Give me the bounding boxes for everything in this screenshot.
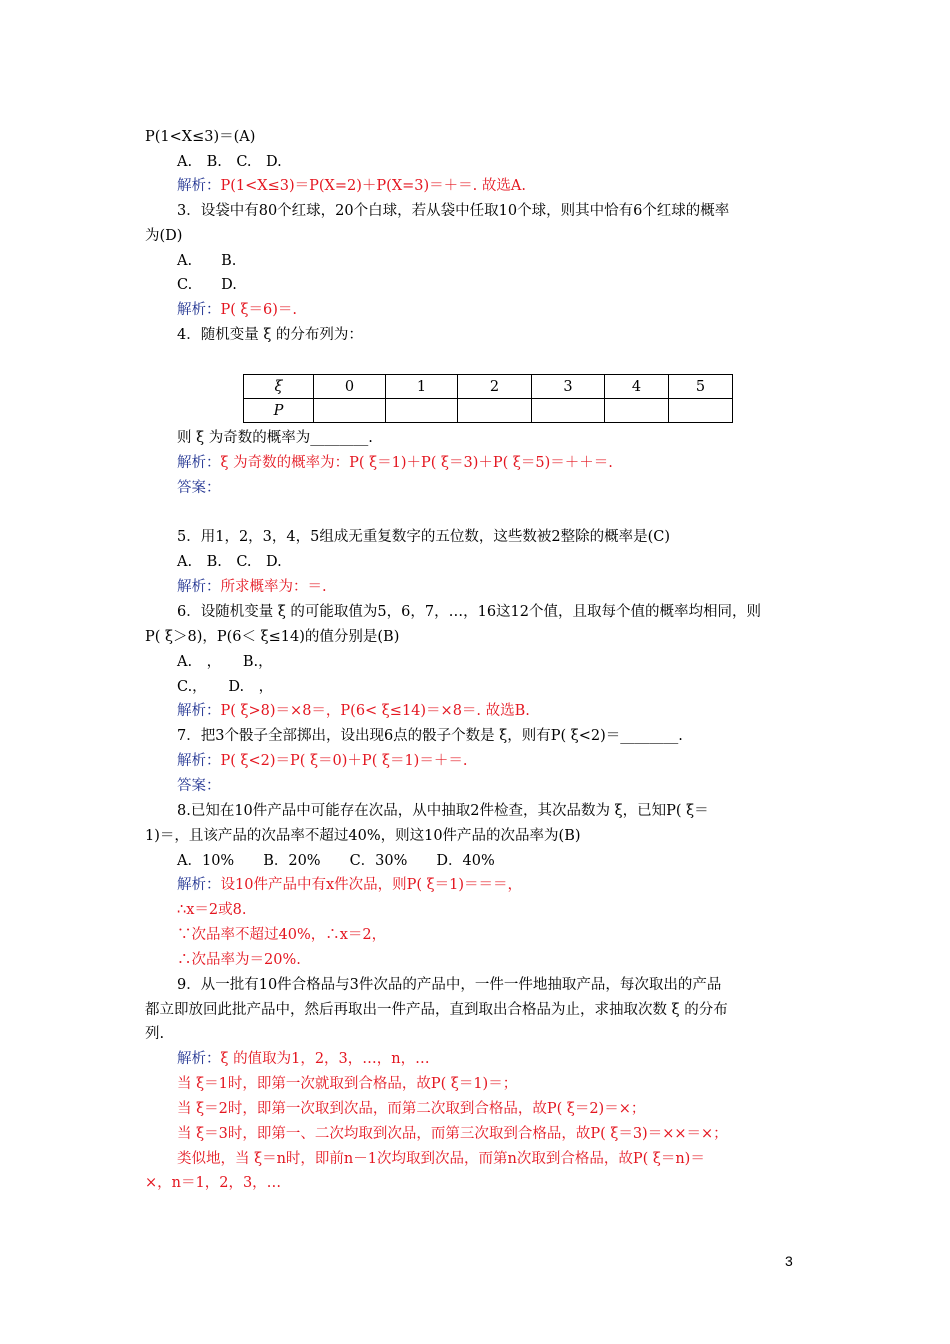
q3-stem-line1: 3．设袋中有80个红球，20个白球，若从袋中任取10个球，则其中恰有6个红球的概率 <box>177 203 730 219</box>
solution-label: 解析： <box>177 455 221 471</box>
q9-stem-line2: 都立即放回此批产品中，然后再取出一件产品，直到取出合格品为止，求抽取次数 ξ 的分布 <box>145 1002 728 1018</box>
q9-solution-line2: 当 ξ＝1时，即第一次就取到合格品，故P( ξ＝1)＝； <box>177 1076 518 1092</box>
solution-label: 解析： <box>177 302 221 318</box>
q2-stem: P(1<X≤3)＝(A) <box>145 129 256 145</box>
solution-label: 解析： <box>177 1051 221 1067</box>
q4-ask: 则 ξ 为奇数的概率为________. <box>177 430 373 446</box>
q6-options-cd: C.， D. ， <box>177 679 274 695</box>
table-row <box>244 399 733 423</box>
solution-text: P( ξ＝6)＝. <box>220 302 298 318</box>
table-cell: 0 <box>314 375 386 399</box>
q7-solution <box>177 751 467 771</box>
solution-text: P( ξ>8)＝×8＝，P(6< ξ≤14)＝×8＝. 故选B. <box>220 703 530 719</box>
table-cell <box>669 399 733 423</box>
solution-label: 解析： <box>177 178 221 194</box>
solution-label: 解析： <box>177 579 221 595</box>
table-cell: P <box>244 399 314 423</box>
q6-stem-line2: P( ξ＞8)，P(6＜ ξ≤14)的值分别是(B) <box>145 629 400 645</box>
table-cell: 1 <box>386 375 458 399</box>
table-cell: 2 <box>458 375 532 399</box>
q9-solution-line3: 当 ξ＝2时，即第一次取到次品，而第二次取到合格品，故P( ξ＝2)＝×； <box>177 1101 646 1117</box>
q8-solution-line2: ∴x＝2或8. <box>177 902 247 918</box>
q4-stem: 4．随机变量 ξ 的分布列为： <box>177 327 363 343</box>
table-cell <box>314 399 386 423</box>
q8-stem-line2: 1)＝，且该产品的次品率不超过40%，则这10件产品的次品率为(B) <box>145 828 581 844</box>
table-cell <box>532 399 605 423</box>
solution-text: ξ 为奇数的概率为：P( ξ＝1)＋P( ξ＝3)＋P( ξ＝5)＝＋＋＝. <box>220 455 613 471</box>
q9-solution <box>177 1049 430 1069</box>
q8-solution-line3: ∵次品率不超过40%，∴x＝2， <box>177 927 387 943</box>
q8-options: A．10% B．20% C．30% D．40% <box>177 853 495 869</box>
q3-stem-line2: 为(D) <box>145 228 183 244</box>
q8-solution-line4: ∴次品率为＝20%. <box>177 952 301 968</box>
q6-solution <box>177 701 530 721</box>
q2-solution <box>177 176 526 196</box>
table-cell: 5 <box>669 375 733 399</box>
q4-solution <box>177 453 613 473</box>
page-number: 3 <box>785 1253 793 1269</box>
solution-label: 解析： <box>177 753 221 769</box>
q6-options-ab: A. ， B.， <box>177 654 273 670</box>
table-cell: 3 <box>532 375 605 399</box>
q3-options-cd: C. D. <box>177 277 237 293</box>
table-cell <box>386 399 458 423</box>
q5-solution <box>177 577 327 597</box>
q8-stem-line1: 8.已知在10件产品中可能存在次品，从中抽取2件检查，其次品数为 ξ，已知P( ξ＝ <box>177 803 709 819</box>
table-cell <box>605 399 669 423</box>
solution-text: P( ξ<2)＝P( ξ＝0)＋P( ξ＝1)＝＋＝. <box>220 753 468 769</box>
solution-text: 所求概率为：＝. <box>220 579 327 595</box>
q7-answer-label: 答案： <box>177 778 221 794</box>
table-row <box>244 375 733 399</box>
q4-answer-label: 答案： <box>177 480 221 496</box>
solution-text: P(1<X≤3)＝P(X=2)＋P(X=3)＝＋＝. 故选A. <box>220 178 526 194</box>
q7-stem: 7．把3个骰子全部掷出，设出现6点的骰子个数是 ξ，则有P( ξ<2)＝________. <box>177 728 683 744</box>
table-cell: ξ <box>244 375 314 399</box>
q9-stem-line3: 列. <box>145 1026 165 1042</box>
table-cell <box>458 399 532 423</box>
q2-options: A. B. C. D. <box>177 154 282 170</box>
distribution-table <box>243 374 733 423</box>
q9-solution-line6: ×，n＝1，2，3，… <box>145 1175 282 1191</box>
solution-text: ξ 的值取为1，2，3，…，n，… <box>220 1051 430 1067</box>
solution-label: 解析： <box>177 877 221 893</box>
q5-options: A. B. C. D. <box>177 554 282 570</box>
q3-solution <box>177 300 297 320</box>
q9-solution-line5: 类似地，当 ξ＝n时，即前n－1次均取到次品，而第n次取到合格品，故P( ξ＝n)＝ <box>177 1151 705 1167</box>
table-cell: 4 <box>605 375 669 399</box>
solution-label: 解析： <box>177 703 221 719</box>
q9-stem-line1: 9．从一批有10件合格品与3件次品的产品中，一件一件地抽取产品，每次取出的产品 <box>177 977 722 993</box>
solution-text: 设10件产品中有x件次品，则P( ξ＝1)＝＝＝， <box>220 877 523 893</box>
q3-options-ab: A. B. <box>177 253 237 269</box>
q5-stem: 5．用1，2，3，4，5组成无重复数字的五位数，这些数被2整除的概率是(C) <box>177 529 670 545</box>
q6-stem-line1: 6．设随机变量 ξ 的可能取值为5，6，7，…，16这12个值，且取每个值的概率均相同，则 <box>177 604 762 620</box>
q8-solution <box>177 875 522 895</box>
q9-solution-line4: 当 ξ＝3时，即第一、二次均取到次品，而第三次取到合格品，故P( ξ＝3)＝××＝×； <box>177 1126 728 1142</box>
